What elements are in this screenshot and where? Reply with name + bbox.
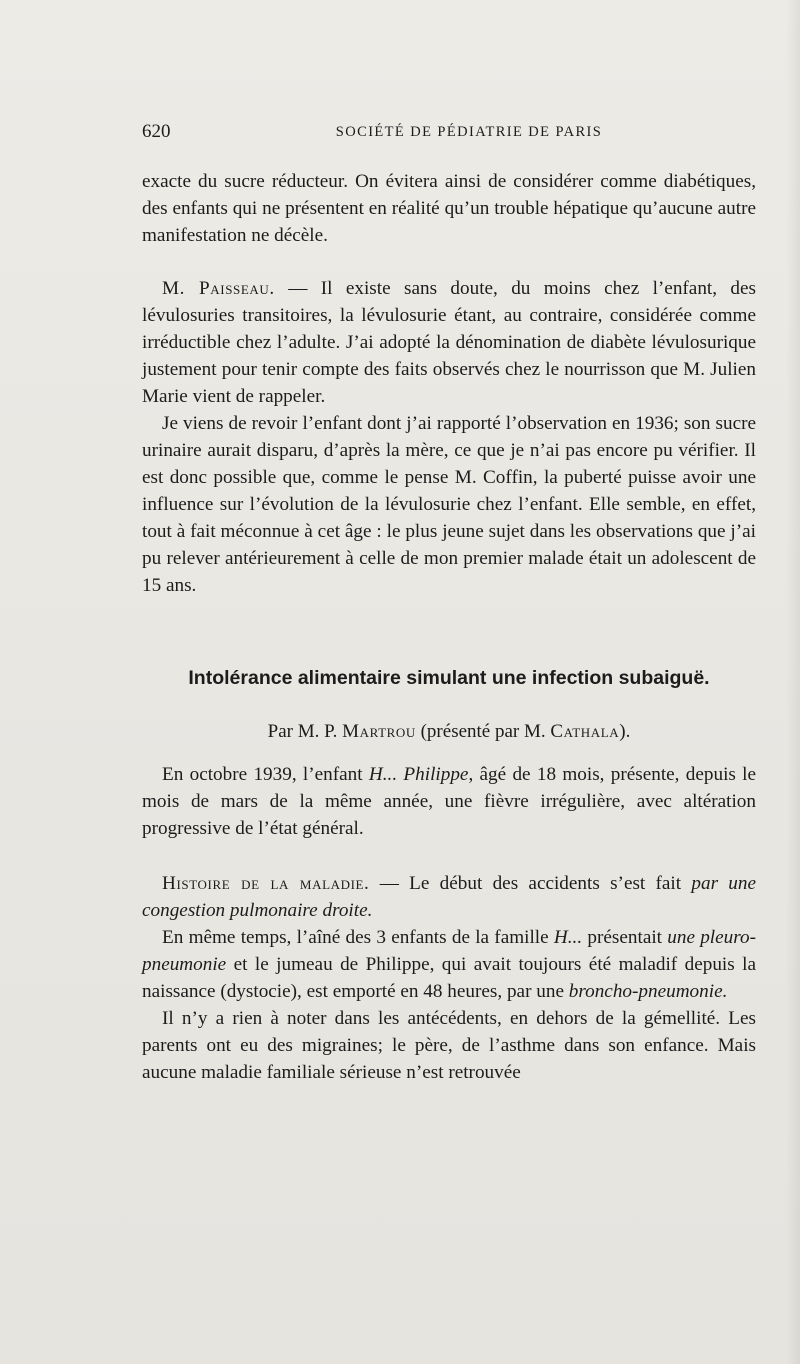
running-title: SOCIÉTÉ DE PÉDIATRIE DE PARIS — [335, 124, 603, 140]
paragraph-6 — [142, 924, 756, 1005]
byline-prefix: Par M. P. — [267, 721, 343, 742]
page-edge-shadow — [786, 0, 800, 1364]
paragraph-6-b: présentait — [582, 927, 668, 948]
paragraph-1: exacte du sucre réducteur. On évitera ainsi de considérer comme diabétiques, des enfants qui ne présentent en réalité qu’un trouble hépatique qu’aucune autre manifestation ne décèle. — [142, 171, 756, 246]
paragraph-6-c: et le jumeau de Philippe, qui avait toujours été maladif depuis la naissance (dystocie), est emporté en 48 heures, par une — [142, 954, 756, 1002]
byline — [142, 718, 756, 745]
paragraph-6-italic: une pleuro-pneumonie — [142, 927, 756, 975]
body-text — [142, 168, 756, 1086]
paragraph-4-b: , âgé de 18 mois, présente, depuis le mois de mars de la même année, une fièvre irrégulière, avec altération progressive de l’état général. — [142, 764, 757, 839]
paragraph-3: Je viens de revoir l’enfant dont j’ai rapporté l’observation en 1936; son sucre urinaire aurait disparu, d’après la mère, ce que je n’ai pas encore pu vérifier. Il est donc possible que, comme le pense M. Coffin, la puberté puisse avoir une influence sur l’évolution de la lévulosurie chez l’enfant. Elle semble, en effet, tout à fait méconnue à cet âge : le plus jeune sujet dans les observations que j’ai pu relever antérieurement à celle de mon premier malade était un adolescent de 15 ans. — [142, 413, 756, 596]
paragraph-4-a: En octobre 1939, l’enfant — [162, 764, 369, 785]
paragraph-2 — [142, 275, 756, 410]
speaker-name: M. Paisseau. — [162, 278, 275, 299]
byline-presenter: Cathala — [550, 721, 620, 742]
paragraph-5-italic: par une congestion pulmonaire droite. — [142, 873, 757, 921]
patient-name: H... Philippe — [368, 764, 469, 785]
byline-suffix: ). — [619, 721, 631, 742]
subsection-heading: Histoire de la maladie. — [162, 873, 370, 894]
section-title: Intolérance alimentaire simulant une infection subaiguë. — [188, 667, 710, 689]
page-number: 620 — [142, 121, 171, 142]
paragraph-7: Il n’y a rien à noter dans les antécédents, en dehors de la gémellité. Les parents ont eu des migraines; le père, de l’asthme dans son enfance. Mais aucune maladie familiale sérieuse n’est retrouvée — [142, 1008, 756, 1083]
family-name: H... — [553, 927, 583, 948]
page-header — [142, 121, 756, 145]
byline-middle: (présenté par M. — [415, 721, 551, 742]
byline-author: Martrou — [342, 721, 416, 742]
paragraph-5-a: — Le début des accidents s’est fait — [369, 873, 692, 894]
paragraph-4 — [142, 761, 756, 842]
paragraph-6-italic-2: broncho-pneumonie. — [568, 981, 728, 1002]
paragraph-6-a: En même temps, l’aîné des 3 enfants de la famille — [162, 927, 554, 948]
paragraph-5 — [142, 870, 756, 924]
paragraph-2-text: — Il existe sans doute, du moins chez l’enfant, des lévulosuries transitoires, la lévulosurie étant, au contraire, considérée comme irréductible chez l’adulte. J’ai adopté la dénomination de diabète lévulosurique justement pour tenir compte des faits observés chez le nourrisson que M. Julien Marie vient de rappeler. — [142, 278, 756, 407]
